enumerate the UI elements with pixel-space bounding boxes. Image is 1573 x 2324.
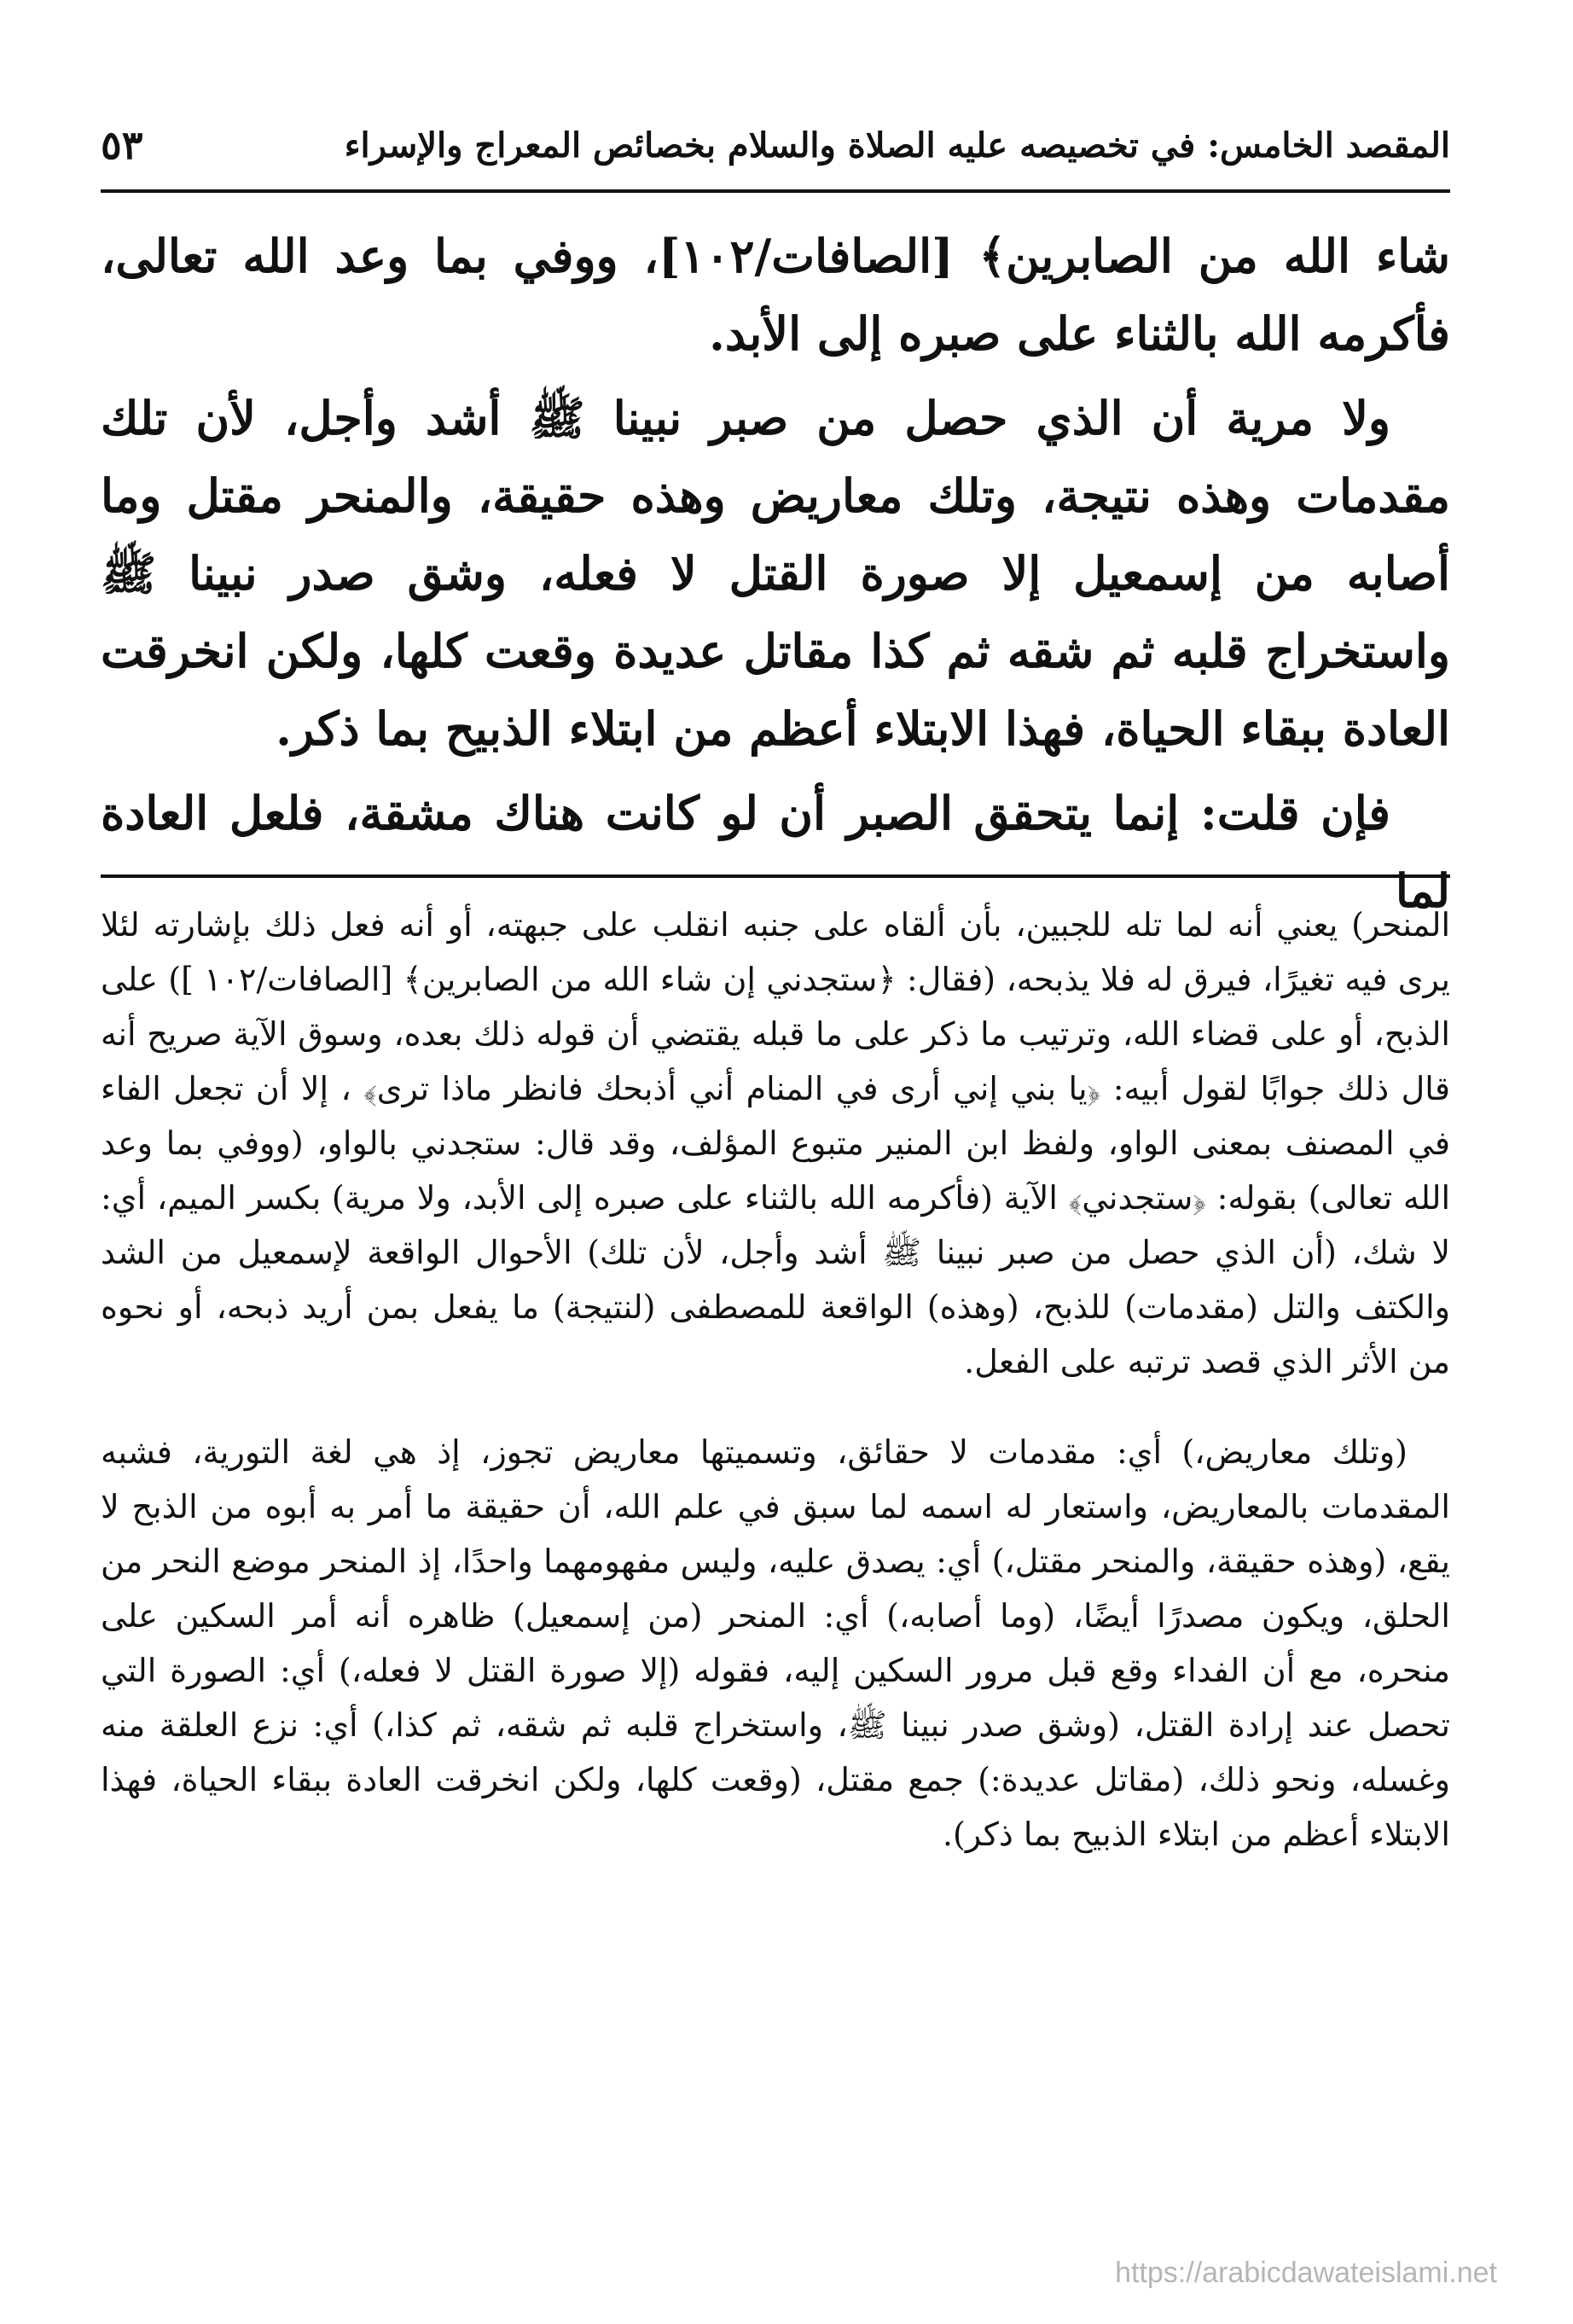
footnote-paragraph: (وتلك معاريض،) أي: مقدمات لا حقائق، وتسميتها معاريض تجوز، إذ هي لغة التورية، فشبه المقدمات بالمعاريض، واستعار له اسمه لما سبق في علم الله، أن حقيقة ما أمر به أبوه من الذبح لا يقع، (وهذه حقيقة، والمنحر مقتل،) أي: يصدق عليه، وليس مفهومهما واحدًا، إذ المنحر موضع النحر من الحلق، ويكون مصدرًا أيضًا، (وما أصابه،) أي: المنحر (من إسمعيل) ظاهره أنه أمر السكين على منحره، مع أن الفداء وقع قبل مرور السكين إليه، فقوله (إلا صورة القتل لا فعله،) أي: الصورة التي تحصل عند إرادة القتل، (وشق صدر نبينا ﷺ، واستخراج قلبه ثم شقه، ثم كذا،) أي: نزع العلقة منه وغسله، ونحو ذلك، (مقاتل عديدة:) جمع مقتل، (وقعت كلها، ولكن انخرقت العادة ببقاء الحياة، فهذا الابتلاء أعظم من ابتلاء الذبيح بما ذكر). bbox=[101, 1433, 1450, 1853]
main-paragraph: ولا مرية أن الذي حصل من صبر نبينا ﷺ أشد وأجل، لأن تلك مقدمات وهذه نتيجة، وتلك معاريض وهذه حقيقة، والمنحر مقتل وما أصابه من إسمعيل إلا صورة القتل لا فعله، وشق صدر نبينا ﷺ واستخراج قلبه ثم شقه ثم كذا مقاتل عديدة وقعت كلها، ولكن انخرقت العادة ببقاء الحياة، فهذا الابتلاء أعظم من ابتلاء الذبيح بما ذكر. bbox=[101, 391, 1450, 756]
running-header bbox=[101, 111, 1450, 179]
footnote-separator bbox=[101, 874, 1450, 878]
commentary-footnotes bbox=[101, 898, 1450, 1862]
header-rule bbox=[101, 189, 1450, 193]
main-paragraph: فإن قلت: إنما يتحقق الصبر أن لو كانت هناك مشقة، فلعل العادة لما bbox=[101, 786, 1450, 918]
main-text bbox=[101, 218, 1450, 937]
page-number: ٥٣ bbox=[101, 122, 143, 168]
main-paragraph: شاء الله من الصابرين﴾ [الصافات/١٠٢]، ووفي بما وعد الله تعالى، فأكرمه الله بالثناء على صبره إلى الأبد. bbox=[101, 229, 1450, 361]
chapter-title: المقصد الخامس: في تخصيصه عليه الصلاة والسلام بخصائص المعراج والإسراء bbox=[344, 125, 1450, 166]
site-watermark: https://arabicdawateislami.net bbox=[1115, 2257, 1497, 2289]
footnote-paragraph: المنحر) يعني أنه لما تله للجبين، بأن ألقاه على جنبه انقلب على جبهته، أو أنه فعل ذلك بإشارته لئلا يرى فيه تغيرًا، فيرق له فلا يذبحه، (فقال: ﴿ستجدني إن شاء الله من الصابرين﴾ [الصافات/١٠٢ ]) على الذبح، أو على قضاء الله، وترتيب ما ذكر على ما قبله يقتضي أن قوله ذلك بعده، وسوق الآية صريح أنه قال ذلك جوابًا لقول أبيه: ﴿يا بني إني أرى في المنام أني أذبحك فانظر ماذا ترى﴾ ، إلا أن تجعل الفاء في المصنف بمعنى الواو، ولفظ ابن المنير متبوع المؤلف، وقد قال: ستجدني بالواو، (ووفي بما وعد الله تعالى) بقوله: ﴿ستجدني﴾ الآية (فأكرمه الله بالثناء على صبره إلى الأبد، ولا مرية) بكسر الميم، أي: لا شك، (أن الذي حصل من صبر نبينا ﷺ أشد وأجل، لأن تلك) الأحوال الواقعة لإسمعيل من الشد والكتف والتل (مقدمات) للذبح، (وهذه) الواقعة للمصطفى (لنتيجة) ما يفعل بمن أريد ذبحه، أو نحوه من الأثر الذي قصد ترتبه على الفعل. bbox=[101, 906, 1450, 1380]
